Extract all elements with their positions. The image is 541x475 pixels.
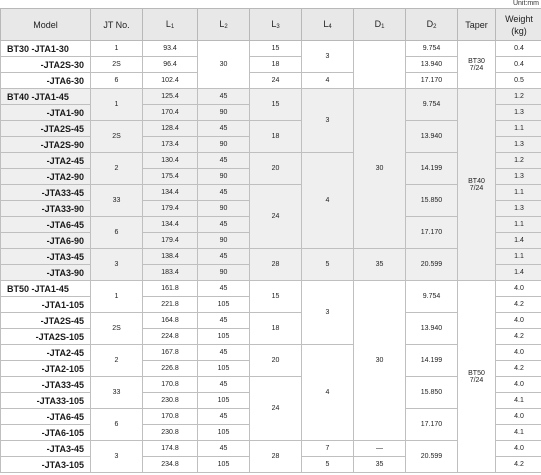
jt-cell: 2S [91, 313, 143, 345]
d1-cell: 30 [354, 89, 406, 249]
model-cell: -JTA2S-105 [1, 329, 91, 345]
model-cell: BT30 -JTA1-30 [1, 41, 91, 57]
weight-cell: 1.2 [496, 89, 541, 105]
l3-cell: 24 [250, 73, 302, 89]
l2-cell: 45 [198, 409, 250, 425]
l1-cell: 96.4 [143, 57, 198, 73]
l3-cell: 18 [250, 313, 302, 345]
l1-cell: 170.4 [143, 105, 198, 121]
model-cell: -JTA2-45 [1, 345, 91, 361]
model-cell: -JTA2S-90 [1, 137, 91, 153]
l1-cell: 161.8 [143, 281, 198, 297]
l2-cell: 45 [198, 377, 250, 393]
l1-cell: 175.4 [143, 169, 198, 185]
model-cell: -JTA3-45 [1, 441, 91, 457]
jt-cell: 1 [91, 89, 143, 121]
l1-cell: 130.4 [143, 153, 198, 169]
d2-cell: 9.754 [406, 41, 458, 57]
d1-cell: 30 [354, 281, 406, 441]
l4-cell: 4 [302, 73, 354, 89]
d2-cell: 20.599 [406, 441, 458, 473]
l2-cell: 45 [198, 281, 250, 297]
model-cell: -JTA6-90 [1, 233, 91, 249]
l1-cell: 125.4 [143, 89, 198, 105]
l2-cell: 45 [198, 217, 250, 233]
weight-cell: 1.3 [496, 105, 541, 121]
l3-cell: 24 [250, 185, 302, 249]
d2-cell: 9.754 [406, 281, 458, 313]
l2-cell: 45 [198, 153, 250, 169]
model-cell: -JTA2S-45 [1, 313, 91, 329]
header-model: Model [1, 9, 91, 41]
weight-cell: 4.2 [496, 457, 541, 473]
l1-cell: 164.8 [143, 313, 198, 329]
d2-cell: 14.199 [406, 153, 458, 185]
d2-cell: 15.850 [406, 377, 458, 409]
l3-cell: 28 [250, 249, 302, 281]
model-cell: -JTA2S-45 [1, 121, 91, 137]
l2-cell: 90 [198, 233, 250, 249]
l1-cell: 234.8 [143, 457, 198, 473]
jt-cell: 2 [91, 153, 143, 185]
weight-cell: 1.1 [496, 249, 541, 265]
d1-cell: — [354, 441, 406, 457]
l1-cell: 179.4 [143, 201, 198, 217]
l3-cell: 18 [250, 121, 302, 153]
l1-cell: 93.4 [143, 41, 198, 57]
l1-cell: 170.8 [143, 377, 198, 393]
weight-cell: 4.0 [496, 281, 541, 297]
unit-label: Unit:mm [512, 0, 539, 7]
l2-cell: 90 [198, 137, 250, 153]
l2-cell: 45 [198, 345, 250, 361]
l3-cell: 15 [250, 89, 302, 121]
weight-cell: 4.0 [496, 409, 541, 425]
d2-cell: 17.170 [406, 217, 458, 249]
l4-cell: 4 [302, 153, 354, 249]
jt-cell: 6 [91, 409, 143, 441]
specification-table [0, 8, 541, 473]
header-jt-no: JT No. [91, 9, 143, 41]
weight-cell: 4.0 [496, 345, 541, 361]
weight-cell: 1.3 [496, 169, 541, 185]
weight-cell: 4.1 [496, 425, 541, 441]
model-cell: -JTA6-45 [1, 217, 91, 233]
taper-cell: BT30 7/24 [458, 41, 496, 89]
weight-cell: 1.3 [496, 201, 541, 217]
l3-cell: 15 [250, 281, 302, 313]
l1-cell: 174.8 [143, 441, 198, 457]
weight-cell: 4.0 [496, 377, 541, 393]
model-cell: -JTA6-105 [1, 425, 91, 441]
d2-cell: 9.754 [406, 89, 458, 121]
jt-cell: 2S [91, 121, 143, 153]
l1-cell: 183.4 [143, 265, 198, 281]
l1-cell: 230.8 [143, 425, 198, 441]
l3-cell: 20 [250, 153, 302, 185]
jt-cell: 33 [91, 185, 143, 217]
l1-cell: 170.8 [143, 409, 198, 425]
l2-cell: 90 [198, 169, 250, 185]
d2-cell: 15.850 [406, 185, 458, 217]
model-cell: -JTA2S-30 [1, 57, 91, 73]
d2-cell: 17.170 [406, 409, 458, 441]
model-cell: -JTA2-90 [1, 169, 91, 185]
l2-cell: 45 [198, 121, 250, 137]
weight-cell: 0.5 [496, 73, 541, 89]
d1-cell [354, 41, 406, 89]
l2-cell: 105 [198, 361, 250, 377]
l2-cell: 90 [198, 265, 250, 281]
weight-cell: 1.4 [496, 265, 541, 281]
d2-cell: 17.170 [406, 73, 458, 89]
l2-cell: 90 [198, 201, 250, 217]
jt-cell: 1 [91, 281, 143, 313]
header-l2: L2 [198, 9, 250, 41]
l1-cell: 226.8 [143, 361, 198, 377]
weight-cell: 4.2 [496, 297, 541, 313]
taper-cell: BT40 7/24 [458, 89, 496, 281]
d1-cell: 35 [354, 249, 406, 281]
l2-cell: 45 [198, 89, 250, 105]
l3-cell: 15 [250, 41, 302, 57]
model-cell: -JTA3-105 [1, 457, 91, 473]
header-taper: Taper [458, 9, 496, 41]
l1-cell: 230.8 [143, 393, 198, 409]
l3-cell: 24 [250, 377, 302, 441]
weight-cell: 0.4 [496, 57, 541, 73]
model-cell: -JTA6-45 [1, 409, 91, 425]
l4-cell: 4 [302, 345, 354, 441]
l4-cell: 3 [302, 41, 354, 73]
l2-cell: 105 [198, 297, 250, 313]
taper-cell: BT50 7/24 [458, 281, 496, 473]
model-cell: BT40 -JTA1-45 [1, 89, 91, 105]
l1-cell: 221.8 [143, 297, 198, 313]
d2-cell: 13.940 [406, 57, 458, 73]
model-cell: -JTA33-105 [1, 393, 91, 409]
d2-cell: 20.599 [406, 249, 458, 281]
l4-cell: 3 [302, 89, 354, 153]
jt-cell: 6 [91, 73, 143, 89]
l1-cell: 134.4 [143, 217, 198, 233]
l2-cell: 45 [198, 313, 250, 329]
l2-cell: 30 [198, 41, 250, 89]
model-cell: -JTA33-90 [1, 201, 91, 217]
model-cell: -JTA3-45 [1, 249, 91, 265]
jt-cell: 6 [91, 217, 143, 249]
table-row [1, 89, 541, 105]
jt-cell: 2S [91, 57, 143, 73]
l2-cell: 45 [198, 441, 250, 457]
model-cell: -JTA6-30 [1, 73, 91, 89]
l2-cell: 105 [198, 425, 250, 441]
model-cell: -JTA33-45 [1, 377, 91, 393]
weight-cell: 1.1 [496, 121, 541, 137]
model-cell: -JTA2-45 [1, 153, 91, 169]
l4-cell: 5 [302, 249, 354, 281]
l2-cell: 105 [198, 393, 250, 409]
header-row [1, 9, 541, 41]
l3-cell: 20 [250, 345, 302, 377]
model-cell: -JTA33-45 [1, 185, 91, 201]
header-l4: L4 [302, 9, 354, 41]
l1-cell: 173.4 [143, 137, 198, 153]
model-cell: -JTA2-105 [1, 361, 91, 377]
jt-cell: 33 [91, 377, 143, 409]
l1-cell: 179.4 [143, 233, 198, 249]
l2-cell: 45 [198, 185, 250, 201]
l3-cell: 28 [250, 441, 302, 473]
l2-cell: 105 [198, 457, 250, 473]
model-cell: -JTA1-90 [1, 105, 91, 121]
weight-cell: 1.4 [496, 233, 541, 249]
jt-cell: 3 [91, 249, 143, 281]
model-cell: -JTA1-105 [1, 297, 91, 313]
l4-cell: 3 [302, 281, 354, 345]
table-row [1, 41, 541, 57]
l1-cell: 224.8 [143, 329, 198, 345]
l1-cell: 102.4 [143, 73, 198, 89]
table-row [1, 281, 541, 297]
l2-cell: 45 [198, 249, 250, 265]
header-d2: D2 [406, 9, 458, 41]
weight-cell: 1.2 [496, 153, 541, 169]
header-d1: D1 [354, 9, 406, 41]
header-l1: L1 [143, 9, 198, 41]
jt-cell: 3 [91, 441, 143, 473]
model-cell: BT50 -JTA1-45 [1, 281, 91, 297]
weight-cell: 4.0 [496, 313, 541, 329]
weight-cell: 1.1 [496, 185, 541, 201]
jt-cell: 2 [91, 345, 143, 377]
weight-cell: 0.4 [496, 41, 541, 57]
weight-cell: 4.2 [496, 361, 541, 377]
l1-cell: 138.4 [143, 249, 198, 265]
d2-cell: 13.940 [406, 313, 458, 345]
l1-cell: 134.4 [143, 185, 198, 201]
header-l3: L3 [250, 9, 302, 41]
jt-cell: 1 [91, 41, 143, 57]
l3-cell: 18 [250, 57, 302, 73]
d1-cell: 35 [354, 457, 406, 473]
d2-cell: 14.199 [406, 345, 458, 377]
l1-cell: 128.4 [143, 121, 198, 137]
l4-cell: 7 [302, 441, 354, 457]
d2-cell: 13.940 [406, 121, 458, 153]
header-weight: Weight (kg) [496, 9, 541, 41]
l2-cell: 105 [198, 329, 250, 345]
model-cell: -JTA3-90 [1, 265, 91, 281]
weight-cell: 4.2 [496, 329, 541, 345]
weight-cell: 1.3 [496, 137, 541, 153]
l1-cell: 167.8 [143, 345, 198, 361]
l2-cell: 90 [198, 105, 250, 121]
weight-cell: 1.1 [496, 217, 541, 233]
weight-cell: 4.0 [496, 441, 541, 457]
l4-cell: 5 [302, 457, 354, 473]
weight-cell: 4.1 [496, 393, 541, 409]
